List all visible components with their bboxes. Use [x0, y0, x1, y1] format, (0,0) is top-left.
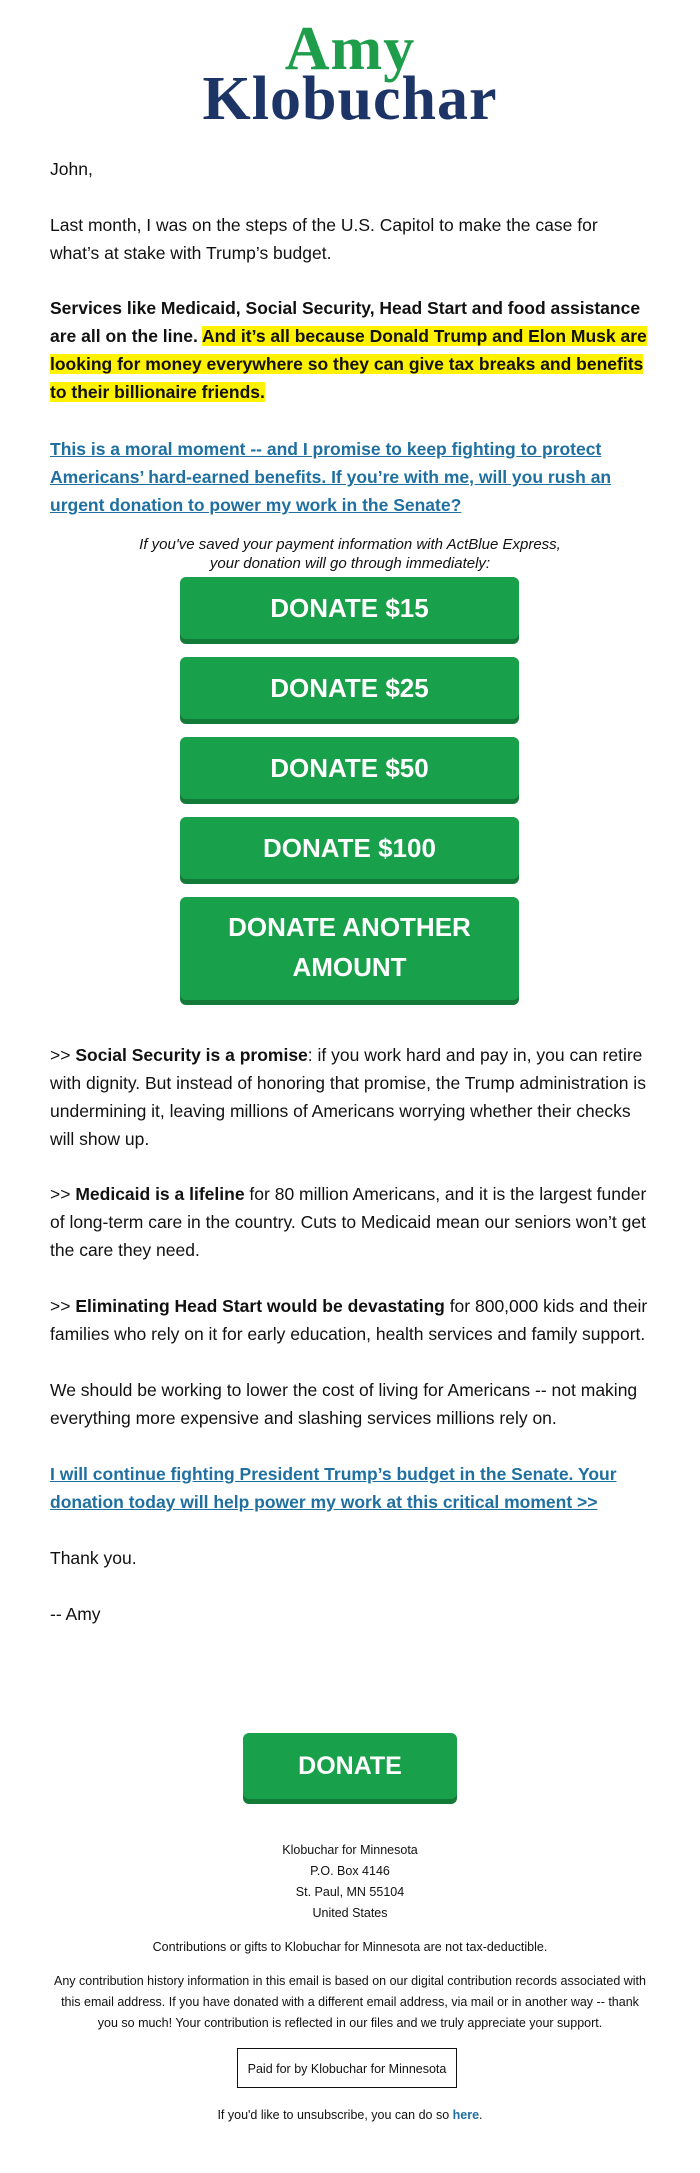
cost-of-living-text: We should be working to lower the cost of living for Americans -- not making everything more expensive and slashing services millions rely on.	[50, 1380, 638, 1428]
actblue-express-note	[0, 535, 700, 573]
footer-po-box: P.O. Box 4146	[310, 1864, 390, 1878]
campaign-logo	[0, 0, 700, 133]
donate-button[interactable]: DONATE	[243, 1733, 457, 1799]
paragraph-head-start	[50, 1292, 648, 1348]
medicaid-text	[50, 1180, 648, 1264]
hs-prefix: >>	[50, 1296, 71, 1316]
donate-other-line-1: DONATE ANOTHER	[228, 912, 471, 942]
unsubscribe-text: If you'd like to unsubscribe, you can do so	[217, 2108, 450, 2122]
ss-bold: Social Security is a promise	[75, 1045, 308, 1065]
services-bold: Services like Medicaid, Social Security, Head Start and food assistance are all on the line.	[50, 298, 641, 346]
logo-first-name: Amy	[284, 15, 416, 83]
footer-city: St. Paul, MN 55104	[295, 1885, 405, 1899]
signoff	[50, 1600, 648, 1628]
donation-appeal-link-text[interactable]: This is a moral moment -- and I promise to keep fighting to protect Americans’ hard-earned benefits. If you’re with me, will you rush an urgent donation to power my work in the Senate?	[50, 439, 612, 515]
donate-15-button[interactable]: DONATE $15	[180, 577, 519, 639]
donate-100-button[interactable]: DONATE $100	[180, 817, 519, 879]
express-line-2: your donation will go through immediately:	[209, 555, 491, 572]
donate-25-button[interactable]: DONATE $25	[180, 657, 519, 719]
med-bold: Medicaid is a lifeline	[75, 1184, 245, 1204]
footer-history-note: Any contribution history information in this email is based on our digital contribution records associated with this email address. If you have donated with a different email address, via mail or in another way -- thank you so much! Your contribution is reflected in our files and we truly appreciate your support.	[54, 1974, 646, 2030]
services-highlight: And it’s all because Donald Trump and Elon Musk are looking for money everywhere so they can give tax breaks and benefits to their billionaire friends.	[50, 326, 647, 402]
paragraph-cost-of-living	[50, 1376, 648, 1432]
paragraph-capitol-text: Last month, I was on the steps of the U.S. Capitol to make the case for what’s at stake with Trump’s budget.	[50, 215, 598, 263]
hs-bold: Eliminating Head Start would be devastating	[75, 1296, 445, 1316]
unsubscribe-end: .	[479, 2108, 483, 2122]
head-start-text	[50, 1292, 648, 1348]
paragraph-services	[50, 294, 648, 406]
unsubscribe-link[interactable]: here	[452, 2108, 480, 2122]
senate-budget-link-text[interactable]: I will continue fighting President Trump’s budget in the Senate. Your donation today will help power my work at this critical moment >>	[50, 1464, 617, 1512]
thanks	[50, 1544, 648, 1572]
ss-prefix: >>	[50, 1045, 71, 1065]
greeting	[50, 155, 648, 183]
unsubscribe-line	[50, 2105, 650, 2126]
ss-rest: : if you work hard and pay in, you can retire with dignity. But instead of honoring that promise, the Trump administration is undermining it, leaving millions of Americans worrying whether their checks will show up.	[50, 1045, 646, 1149]
paragraph-capitol	[50, 211, 648, 267]
paragraph-social-security	[50, 1041, 648, 1153]
logo-last-name: Klobuchar	[202, 65, 498, 133]
donate-50-button[interactable]: DONATE $50	[180, 737, 519, 799]
paragraph-medicaid	[50, 1180, 648, 1264]
social-security-text	[50, 1041, 648, 1153]
footer-address	[50, 1840, 650, 1924]
paid-for-box: Paid for by Klobuchar for Minnesota	[237, 2048, 457, 2088]
footer-tax-note: Contributions or gifts to Klobuchar for Minnesota are not tax-deductible.	[152, 1940, 548, 1954]
footer-org: Klobuchar for Minnesota	[282, 1843, 418, 1857]
hs-rest: for 800,000 kids and their families who rely on it for early education, health services and family support.	[50, 1296, 648, 1344]
paragraph-services-text	[50, 294, 648, 406]
donation-appeal-link[interactable]	[50, 435, 648, 519]
donate-other-line-2: AMOUNT	[292, 952, 407, 982]
senate-budget-link[interactable]	[50, 1460, 648, 1516]
signoff-text: -- Amy	[50, 1604, 101, 1624]
med-prefix: >>	[50, 1184, 71, 1204]
greeting-text: John,	[50, 159, 93, 179]
med-rest: for 80 million Americans, and it is the largest funder of long-term care in the country. Cuts to Medicaid mean our seniors won’t get the care they need.	[50, 1184, 647, 1260]
footer-country: United States	[312, 1906, 388, 1920]
thanks-text: Thank you.	[50, 1548, 137, 1568]
donate-other-amount-button[interactable]	[180, 897, 519, 1000]
express-line-1: If you've saved your payment information with ActBlue Express,	[139, 536, 561, 553]
